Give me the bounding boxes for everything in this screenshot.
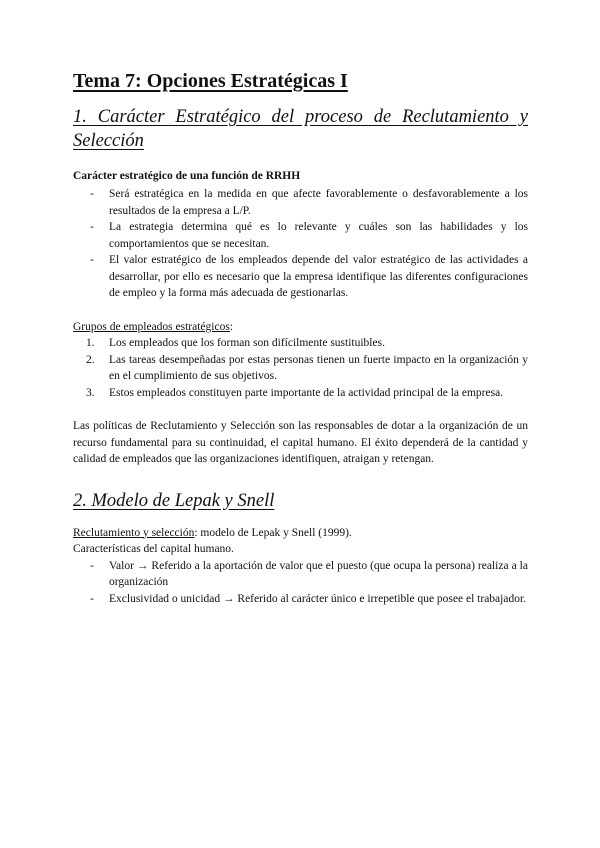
- list-item-text: Los empleados que los forman son difícilmente sustituibles.: [109, 337, 385, 349]
- section-1-subheading: Carácter estratégico de una función de RRHH: [73, 170, 301, 182]
- number-marker: 2.: [86, 353, 95, 366]
- section-2-bullet-list: [73, 558, 528, 608]
- groups-numbered-list: [73, 335, 528, 401]
- section-2-intro-rest: : modelo de Lepak y Snell (1999).: [194, 526, 352, 539]
- section-2-intro: [73, 525, 528, 542]
- list-item-text: Exclusividad o unicidad → Referido al carácter único e irrepetible que posee el trabajador.: [109, 592, 527, 605]
- number-marker: 3.: [86, 386, 95, 399]
- dash-marker: -: [90, 221, 94, 233]
- list-item-text: La estrategia determina qué es lo relevante y cuáles son las habilidades y los comportamientos que se necesitan.: [109, 221, 528, 250]
- section-1-paragraph: Las políticas de Reclutamiento y Selección son las responsables de dotar a la organización de un recurso fundamental para su continuidad, el capital humano. El éxito dependerá de la cantidad y calidad de empleados que las organizaciones identifiquen, atraigan y retengan.: [73, 420, 528, 465]
- list-item: [73, 335, 528, 352]
- section-2-intro-label: Reclutamiento y selección: [73, 526, 195, 539]
- dash-marker: -: [90, 254, 94, 266]
- list-item-text: El valor estratégico de los empleados depende del valor estratégico de las actividades a desarrollar, por ello es necesario que la empresa identifique las diferentes configuraciones de empleo y la forma más adecuada de gestionarlas.: [109, 254, 528, 299]
- list-item-text: Valor → Referido a la aportación de valor que el puesto (que ocupa la persona) realiza a la organización: [109, 559, 528, 588]
- dash-marker: -: [90, 592, 94, 605]
- page-title: Tema 7: Opciones Estratégicas I: [73, 70, 348, 92]
- section-2-heading: 2. Modelo de Lepak y Snell: [73, 490, 275, 511]
- dash-marker: -: [90, 188, 94, 200]
- list-item: [73, 385, 528, 402]
- characteristics-line: Características del capital humano.: [73, 543, 234, 555]
- list-item-text: Estos empleados constituyen parte importante de la actividad principal de la empresa.: [109, 386, 504, 399]
- groups-label-line: [73, 319, 528, 336]
- groups-label: Grupos de empleados estratégicos: [73, 320, 230, 333]
- document-content: [73, 70, 528, 607]
- list-item: [73, 352, 528, 385]
- number-marker: 1.: [86, 337, 95, 349]
- list-item: [73, 219, 528, 252]
- list-item-text: Será estratégica en la medida en que afecte favorablemente o desfavorablemente a los resultados de la empresa a L/P.: [109, 188, 528, 217]
- section-1-heading: 1. Carácter Estratégico del proceso de Reclutamiento y Selección: [73, 107, 528, 151]
- list-item: [73, 558, 528, 591]
- dash-marker: -: [90, 559, 94, 572]
- list-item: [73, 252, 528, 302]
- list-item: [73, 591, 528, 608]
- groups-colon: :: [229, 320, 234, 333]
- list-item-text: Las tareas desempeñadas por estas personas tienen un fuerte impacto en la organización y en el cumplimiento de sus objetivos.: [109, 353, 528, 382]
- list-item: [73, 186, 528, 219]
- section-1-bullet-list: [73, 186, 528, 302]
